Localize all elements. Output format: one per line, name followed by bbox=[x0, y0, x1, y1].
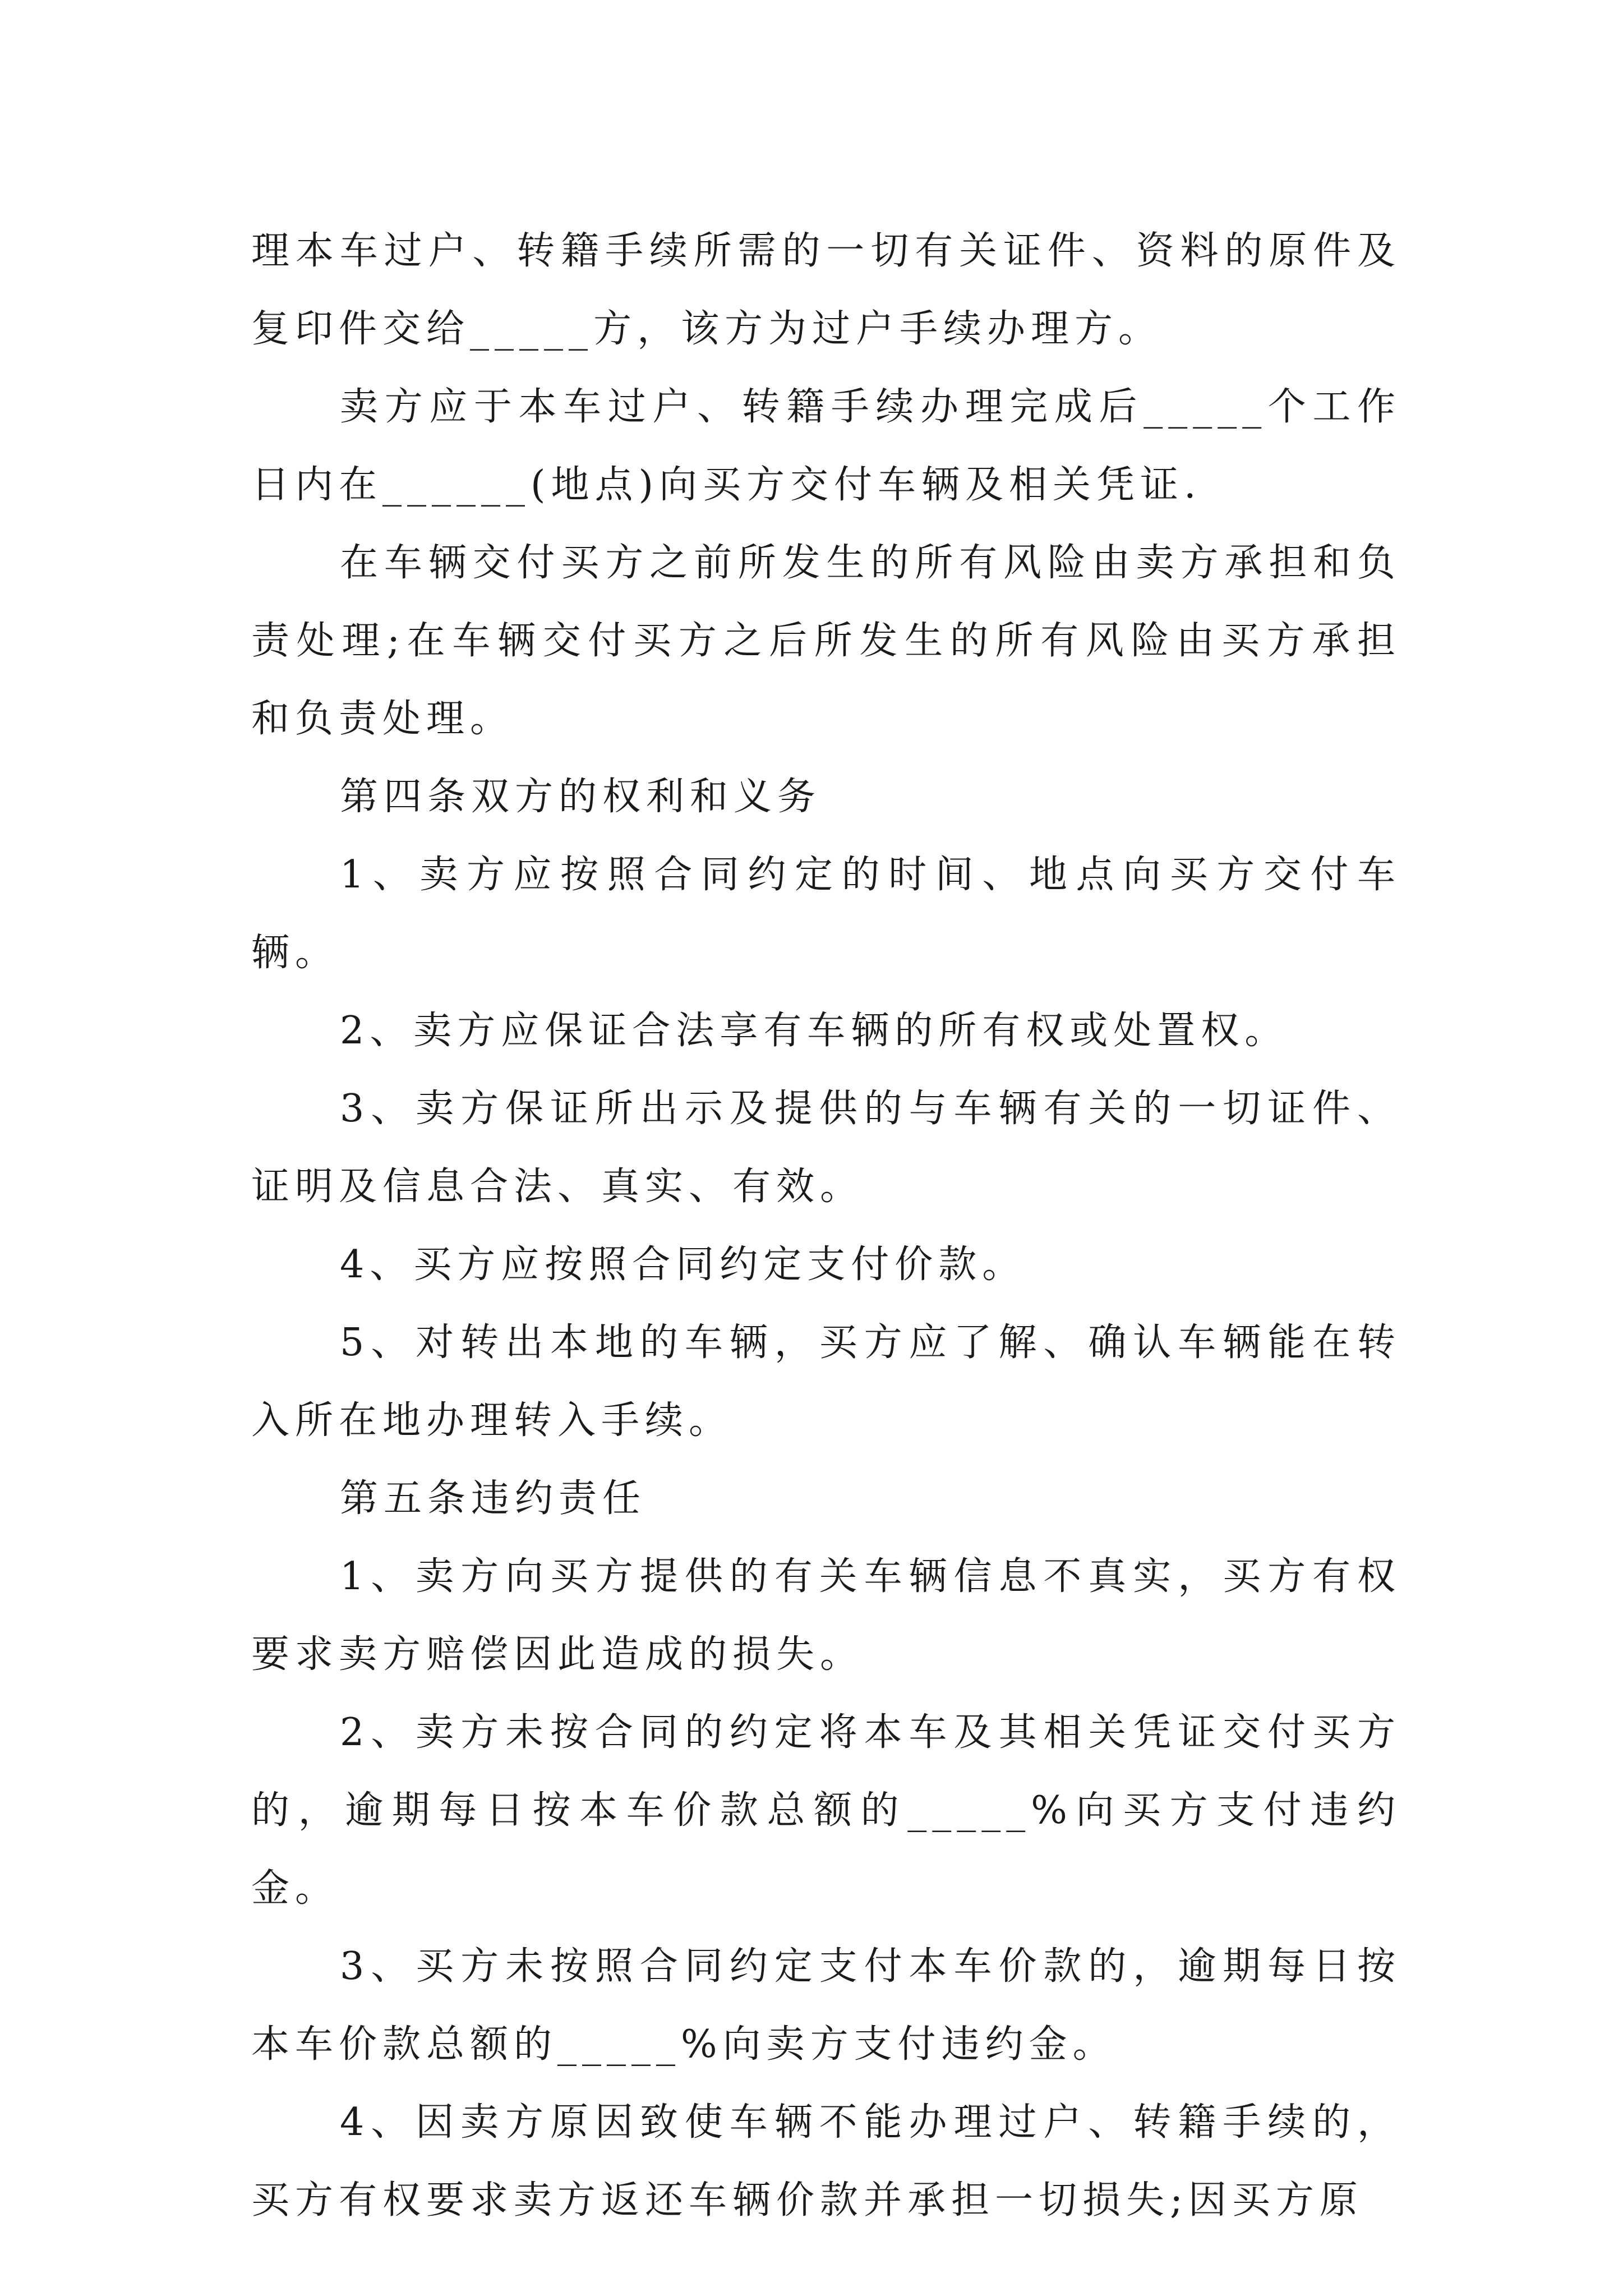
paragraph: 5、对转出本地的车辆，买方应了解、确认车辆能在转入所在地办理转入手续。 bbox=[251, 1320, 1401, 1443]
paragraph: 4、因卖方原因致使车辆不能办理过户、转籍手续的，买方有权要求卖方返还车辆价款并承担一切损失;因买方原 bbox=[251, 2100, 1401, 2223]
paragraph: 4、买方应按照合同约定支付价款。 bbox=[340, 1243, 1026, 1287]
paragraph: 卖方应于本车过户、转籍手续办理完成后_____个工作日内在______(地点)向买方交付车辆及相关凭证. bbox=[251, 385, 1401, 507]
section-heading: 第四条双方的权利和义务 bbox=[340, 775, 822, 819]
paragraph: 2、卖方应保证合法享有车辆的所有权或处置权。 bbox=[340, 1009, 1289, 1053]
paragraph: 理本车过户、转籍手续所需的一切有关证件、资料的原件及复印件交给_____方，该方为过户手续办理方。 bbox=[251, 229, 1401, 351]
paragraph: 1、卖方向买方提供的有关车辆信息不真实，买方有权要求卖方赔偿因此造成的损失。 bbox=[251, 1554, 1401, 1677]
contract-body bbox=[251, 212, 1401, 2239]
paragraph: 3、买方未按照合同约定支付本车价款的，逾期每日按本车价款总额的_____%向卖方支付违约金。 bbox=[251, 1944, 1401, 2067]
paragraph: 在车辆交付买方之前所发生的所有风险由卖方承担和负责处理;在车辆交付买方之后所发生的所有风险由买方承担和负责处理。 bbox=[251, 541, 1401, 741]
paragraph: 1、卖方应按照合同约定的时间、地点向买方交付车辆。 bbox=[251, 853, 1401, 975]
paragraph: 3、卖方保证所出示及提供的与车辆有关的一切证件、证明及信息合法、真实、有效。 bbox=[251, 1087, 1401, 1209]
section-heading: 第五条违约责任 bbox=[340, 1476, 647, 1521]
paragraph: 2、卖方未按合同的约定将本车及其相关凭证交付买方的，逾期每日按本车价款总额的_____%向买方支付违约金。 bbox=[251, 1710, 1401, 1911]
